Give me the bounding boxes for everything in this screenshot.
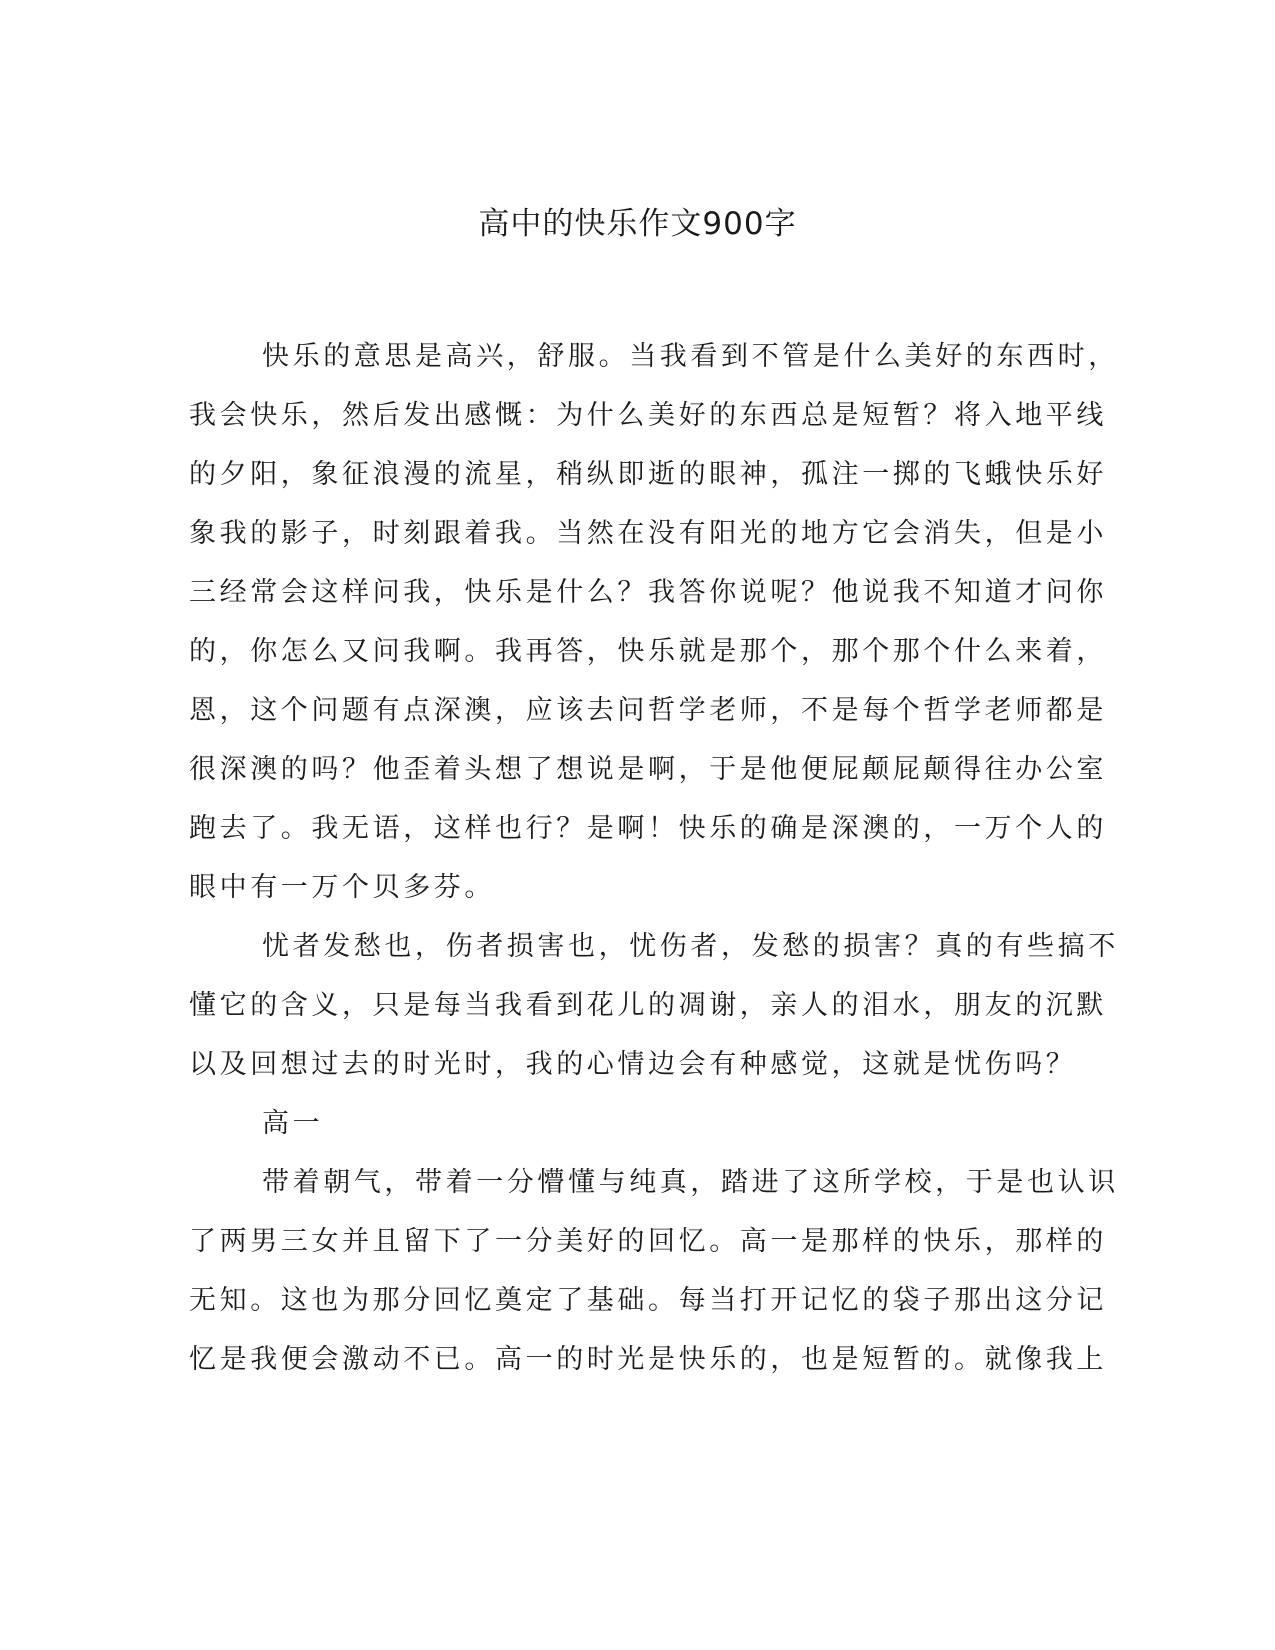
paragraph-1-line-7: 恩，这个问题有点深澳，应该去问哲学老师，不是每个哲学老师都是	[189, 695, 1107, 726]
paragraph-1-line-2: 我会快乐，然后发出感慨：为什么美好的东西总是短暂？将入地平线	[189, 400, 1107, 431]
paragraph-1-line-5: 三经常会这样问我，快乐是什么？我答你说呢？他说我不知道才问你	[189, 577, 1107, 608]
paragraph-3-line-1: 带着朝气，带着一分懵懂与纯真，踏进了这所学校，于是也认识	[262, 1167, 1119, 1198]
paragraph-1-line-10: 眼中有一万个贝多芬。	[189, 872, 495, 903]
paragraph-3-line-4: 忆是我便会激动不已。高一的时光是快乐的，也是短暂的。就像我上	[189, 1344, 1107, 1375]
paragraph-1-line-4: 象我的影子，时刻跟着我。当然在没有阳光的地方它会消失，但是小	[189, 518, 1107, 549]
document-title: 高中的快乐作文900字	[478, 206, 797, 242]
paragraph-1-line-3: 的夕阳，象征浪漫的流星，稍纵即逝的眼神，孤注一掷的飞蛾快乐好	[189, 459, 1107, 490]
paragraph-1-line-9: 跑去了。我无语，这样也行？是啊！快乐的确是深澳的，一万个人的	[189, 813, 1107, 844]
paragraph-1-line-6: 的，你怎么又问我啊。我再答，快乐就是那个，那个那个什么来着，	[189, 636, 1107, 667]
paragraph-2-line-1: 忧者发愁也，伤者损害也，忧伤者，发愁的损害？真的有些搞不	[262, 931, 1119, 962]
paragraph-2-line-2: 懂它的含义，只是每当我看到花儿的凋谢，亲人的泪水，朋友的沉默	[189, 990, 1107, 1021]
section-heading: 高一	[262, 1108, 324, 1139]
paragraph-1-line-1: 快乐的意思是高兴，舒服。当我看到不管是什么美好的东西时，	[262, 341, 1119, 372]
paragraph-1-line-8: 很深澳的吗？他歪着头想了想说是啊，于是他便屁颠屁颠得往办公室	[189, 754, 1107, 785]
paragraph-2-line-3: 以及回想过去的时光时，我的心情边会有种感觉，这就是忧伤吗？	[189, 1049, 1077, 1080]
paragraph-3-line-3: 无知。这也为那分回忆奠定了基础。每当打开记忆的袋子那出这分记	[189, 1285, 1107, 1316]
paragraph-3-line-2: 了两男三女并且留下了一分美好的回忆。高一是那样的快乐，那样的	[189, 1226, 1107, 1257]
